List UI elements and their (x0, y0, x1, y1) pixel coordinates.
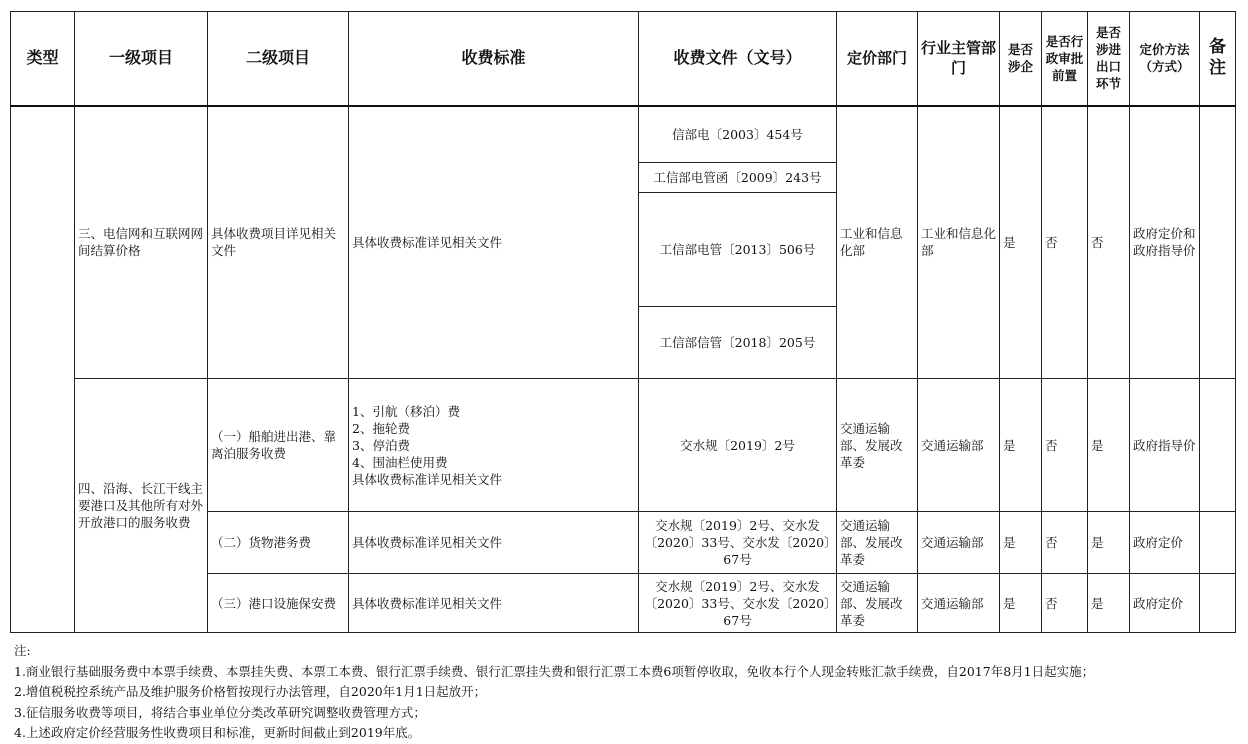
s4-r2-import-export: 是 (1088, 512, 1130, 574)
s3-admin-approval: 否 (1042, 106, 1088, 379)
s3-import-export: 否 (1088, 106, 1130, 379)
s4-r3-industry-dept: 交通运输部 (918, 574, 1000, 633)
type-cell (11, 106, 75, 633)
s3-involves-enterprise: 是 (1000, 106, 1042, 379)
s4-r1-import-export: 是 (1088, 379, 1130, 512)
s4-r2-standard: 具体收费标准详见相关文件 (349, 512, 639, 574)
s4-r2-admin-approval: 否 (1042, 512, 1088, 574)
s4-r2-level2: （二）货物港务费 (208, 512, 349, 574)
header-industry-dept: 行业主管部门 (918, 12, 1000, 106)
header-involves-enterprise: 是否涉企 (1000, 12, 1042, 106)
s3-level1: 三、电信网和互联网网间结算价格 (75, 106, 208, 379)
note-item: 3.征信服务收费等项目，将结合事业单位分类改革研究调整收费管理方式； (14, 704, 426, 720)
s4-r2-industry-dept: 交通运输部 (918, 512, 1000, 574)
s4-r1-standard (349, 379, 639, 512)
header-standard: 收费标准 (349, 12, 639, 106)
s4-r1-pricing-method: 政府指导价 (1130, 379, 1200, 512)
s4-r3-pricing-method: 政府定价 (1130, 574, 1200, 633)
s4-r3-document: 交水规〔2019〕2号、交水发〔2020〕33号、交水发〔2020〕67号 (639, 574, 837, 633)
s3-pricing-method: 政府定价和政府指导价 (1130, 106, 1200, 379)
s4-r3-admin-approval: 否 (1042, 574, 1088, 633)
notes-title: 注: (14, 643, 31, 658)
standard-item: 3、停泊费 (352, 437, 410, 453)
s4-r1-industry-dept: 交通运输部 (918, 379, 1000, 512)
s3-document-3: 工信部电管〔2013〕506号 (639, 193, 837, 307)
s4-r3-pricing-dept: 交通运输部、发展改革委 (837, 574, 918, 633)
s4-r1-level2: （一）船舶进出港、靠离泊服务收费 (208, 379, 349, 512)
note-item: 2.增值税税控系统产品及维护服务价格暂按现行办法管理，自2020年1月1日起放开； (14, 684, 487, 699)
table-row (11, 106, 1236, 163)
s4-r1-involves-enterprise: 是 (1000, 379, 1042, 512)
standard-item: 1、引航（移泊）费 (352, 403, 460, 419)
header-remark: 备注 (1200, 12, 1236, 106)
header-admin-approval: 是否行政审批前置 (1042, 12, 1088, 106)
s3-pricing-dept: 工业和信息化部 (837, 106, 918, 379)
s4-r2-pricing-method: 政府定价 (1130, 512, 1200, 574)
s4-r1-document: 交水规〔2019〕2号 (639, 379, 837, 512)
s3-document-4: 工信部信管〔2018〕205号 (639, 307, 837, 379)
s3-document-2: 工信部电管函〔2009〕243号 (639, 163, 837, 193)
fee-table (10, 11, 1236, 633)
notes (14, 641, 1234, 744)
s4-r3-remark (1200, 574, 1236, 633)
table-row (11, 379, 1236, 512)
s3-document-1: 信部电〔2003〕454号 (639, 106, 837, 163)
s3-level2: 具体收费项目详见相关文件 (208, 106, 349, 379)
header-pricing-method: 定价方法（方式） (1130, 12, 1200, 106)
header-type: 类型 (11, 12, 75, 106)
s4-r2-pricing-dept: 交通运输部、发展改革委 (837, 512, 918, 574)
header-level2: 二级项目 (208, 12, 349, 106)
header-import-export: 是否涉进出口环节 (1088, 12, 1130, 106)
s3-remark (1200, 106, 1236, 379)
s4-r1-admin-approval: 否 (1042, 379, 1088, 512)
note-item: 1.商业银行基础服务费中本票手续费、本票挂失费、本票工本费、银行汇票手续费、银行汇票挂失费和银行汇票工本费6项暂停收取，免收本行个人现金转账汇款手续费，自2017年8月1日起实施； (14, 663, 1095, 679)
s4-r3-involves-enterprise: 是 (1000, 574, 1042, 633)
s3-standard: 具体收费标准详见相关文件 (349, 106, 639, 379)
header-document: 收费文件（文号） (639, 12, 837, 106)
note-item: 4.上述政府定价经营服务性收费项目和标准，更新时间截止到2019年底。 (14, 725, 421, 740)
standard-item: 4、围油栏使用费 (352, 454, 448, 470)
s4-r2-remark (1200, 512, 1236, 574)
s4-r1-remark (1200, 379, 1236, 512)
header-row (11, 12, 1236, 106)
s4-r3-level2: （三）港口设施保安费 (208, 574, 349, 633)
header-pricing-dept: 定价部门 (837, 12, 918, 106)
s4-level1: 四、沿海、长江干线主要港口及其他所有对外开放港口的服务收费 (75, 379, 208, 633)
s4-r3-standard: 具体收费标准详见相关文件 (349, 574, 639, 633)
header-level1: 一级项目 (75, 12, 208, 106)
standard-item: 2、拖轮费 (352, 420, 410, 436)
s4-r1-pricing-dept: 交通运输部、发展改革委 (837, 379, 918, 512)
s3-industry-dept: 工业和信息化部 (918, 106, 1000, 379)
standard-item: 具体收费标准详见相关文件 (352, 471, 503, 487)
s4-r3-import-export: 是 (1088, 574, 1130, 633)
s4-r2-document: 交水规〔2019〕2号、交水发〔2020〕33号、交水发〔2020〕67号 (639, 512, 837, 574)
s4-r2-involves-enterprise: 是 (1000, 512, 1042, 574)
